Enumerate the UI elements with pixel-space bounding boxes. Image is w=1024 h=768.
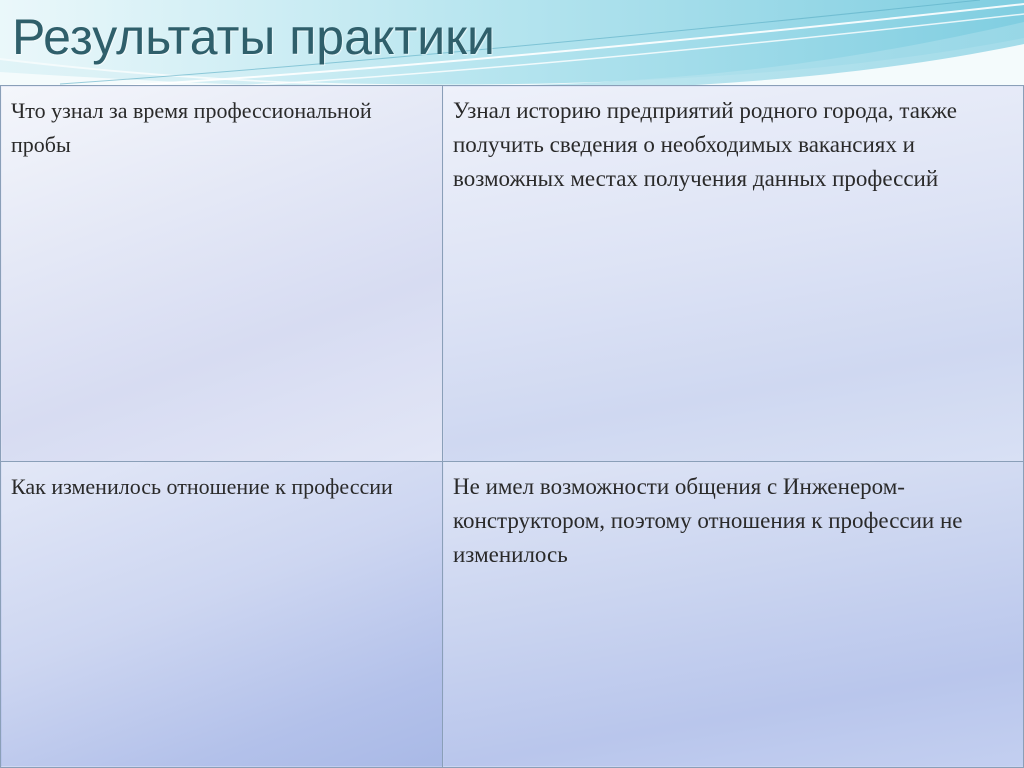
answer-cell: Узнал историю предприятий родного города, также получить сведения о необходимых вакансиях и возможных местах получения данных профессий [443, 86, 1024, 462]
table-row [1, 86, 1024, 462]
slide-title: Результаты практики [12, 9, 495, 65]
question-cell: Как изменилось отношение к профессии [1, 461, 443, 767]
results-table [0, 85, 1024, 768]
table-row [1, 461, 1024, 767]
question-cell: Что узнал за время профессиональной пробы [1, 86, 443, 462]
answer-cell: Не имел возможности общения с Инженером-конструктором, поэтому отношения к профессии не изменилось [443, 461, 1024, 767]
